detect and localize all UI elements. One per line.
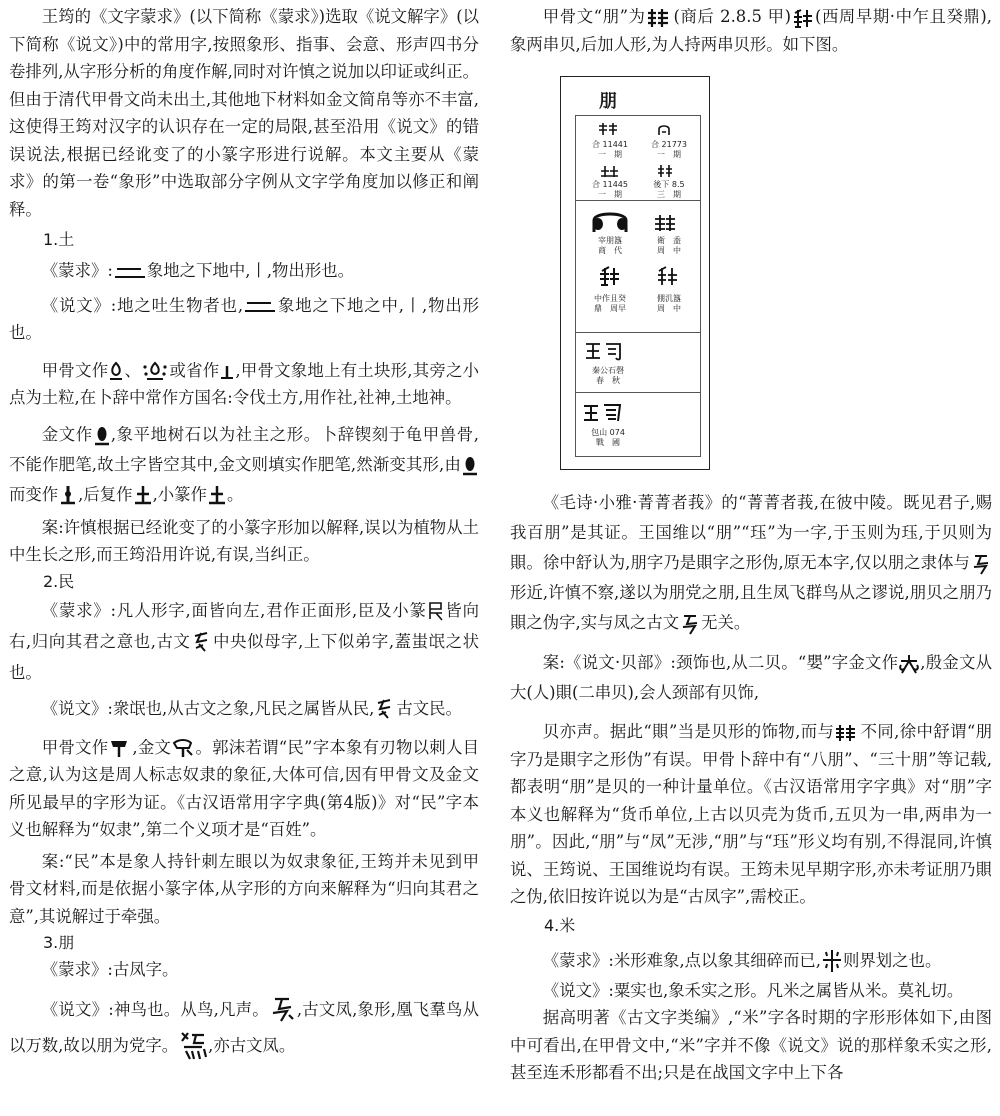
oracle-tu-dotted-glyph-icon (141, 359, 169, 383)
figure-period-label: 三 期 (657, 190, 681, 199)
later-tu-glyph-icon (133, 483, 153, 507)
figure-glyph-icon (600, 164, 620, 178)
bronze-tu-glyph-icon (93, 423, 111, 447)
oracle-tu-short-glyph-icon (219, 360, 235, 382)
figure-source-label: 中作且癸 (594, 294, 626, 303)
figure-period-label: 商 代 (598, 246, 622, 255)
oracle-tu-glyph-icon (108, 360, 124, 382)
section-heading-peng: 3.朋 (43, 933, 75, 952)
bronze-tu-glyph-icon (461, 453, 479, 477)
figure-source-label: 合 11441 (592, 140, 628, 149)
figure-source-label: 合 21773 (651, 140, 687, 149)
oracle-bone-paragraph-peng: 甲骨文“朋”为 (商后 2.8.5 甲) (西周早期·中乍且癸鼎),象两串贝,后加人形,为人持两串贝形。如下图。 (510, 7, 992, 54)
mengqiu-quote-tu: 《蒙求》: 象地之下地中,丨,物出形也。 (41, 261, 354, 280)
ancient-feng-glyph-icon (970, 553, 992, 575)
section-heading-min: 2.民 (43, 571, 75, 591)
figure-divider (576, 332, 700, 333)
seal-tu-glyph-icon (207, 483, 227, 507)
figure-divider (576, 392, 700, 393)
figure-period-label: 春 秋 (596, 376, 620, 385)
seal-glyph-er-icon (243, 296, 277, 316)
figure-grid (575, 115, 701, 457)
figure-glyph-icon (656, 164, 674, 178)
figure-period-label: 一 期 (598, 190, 622, 199)
mengqiu-quote-min: 《蒙求》:凡人形字,面皆向左,君作正面形,臣及小篆 皆向右,归向其君之意也,古文 中央似母字,上下似弟字,蓋蚩氓之状也。 (9, 600, 480, 682)
seal-min-glyph-icon (427, 600, 445, 622)
figure-source-label: 包山 074 (591, 428, 625, 437)
shijing-paragraph-peng: 《毛诗·小雅·菁菁者莪》的“菁菁者莪,在彼中陵。既见君子,赐我百朋”是其证。王国维以“朋”“珏”为一字,于玉则为珏,于贝则为賏。徐中舒认为,朋字乃是賏字之形伪,原无本字,仅以朋之隶体与 形近,许慎不察,遂以为朋党之朋,且生凤飞群鸟从之谬说,朋贝之朋乃賏之伪字,实与凤之古文 无关。 (510, 488, 992, 638)
figure-source-label: 宰朋簋 (598, 236, 622, 245)
bronze-paragraph-tu: 金文作 ,象平地树石以为社主之形。卜辞锲刻于龟甲兽骨,不能作肥笔,故土字皆空其中,金文则填实作肥笔,然渐变其形,由 而变作 ,后复作 ,小篆作 。 (9, 420, 479, 510)
shuowen-quote-mi: 《说文》:粟实也,象禾实之形。凡米之属皆从米。莫礼切。 (542, 980, 964, 1000)
transitional-tu-glyph-icon (58, 483, 78, 507)
figure-glyph-icon (598, 266, 620, 286)
seal-glyph-er-icon (113, 262, 147, 282)
figure-period-label: 周 中 (657, 304, 681, 313)
shuowen-quote-tu: 《说文》:地之吐生物者也, 象地之下地之中,丨,物出形也。 (9, 295, 479, 342)
right-column-lower (510, 488, 992, 1087)
oracle-min-glyph-icon (108, 737, 132, 759)
seal-mi-glyph-icon (821, 948, 843, 974)
figure-glyph-icon (584, 340, 624, 362)
figure-title: 朋 (599, 91, 618, 112)
ancient-min-glyph-icon (191, 630, 213, 654)
intro-paragraph: 王筠的《文字蒙求》(以下简称《蒙求》)选取《说文解字》(以下简称《说文》)中的常用字,按照象形、指事、会意、形声四书分卷排列,从字形分析的角度作解,同时对许慎之说加以印证或纠正。但由于清代甲骨文尚未出土,其他地下材料如金文简帛等亦不丰富,这使得王筠对汉字的认识存在一定的局限,甚至沿用《说文》的错误说法,根据已经讹变了的小篆字形进行说解。本文主要从《蒙求》的第一卷“象形”中选取部分字例从文字学角度加以修正和阐释。 (9, 7, 479, 219)
shuowen-quote-peng: 《说文》:神鸟也。从鸟,凡声。 ,古文凤,象形,凰飞羣鸟从以万数,故以朋为党字。 ,亦古文凤。 (9, 992, 479, 1064)
figure-period-label: 周 中 (657, 246, 681, 255)
note-paragraph-peng-cont: 贝亦声。据此“賏”当是贝形的饰物,而与 不同,徐中舒谓“朋字乃是賏字之形伪”有误。甲骨卜辞中有“八朋”、“三十朋”等记载,都表明“朋”是贝的一种计量单位。《古汉语常用字字典》对“朋”字本义也解释为“货币单位,上古以贝壳为货币,五贝为一串,两串为一朋”。因此,“朋”与“凤”无涉,“朋”与“珏”形义均有别,不得混同,许慎说、王筠说、王国维说均有误。王筠未见早期字形,亦未考证朋乃賏之伪,依旧按许说以为是“古凤字”,需校正。 (510, 722, 992, 906)
bronze-peng-glyph-icon (791, 7, 815, 29)
peng-glyph-figure (560, 76, 710, 470)
note-paragraph-tu: 案:许慎根据已经讹变了的小篆字形加以解释,误以为植物从土中生长之形,而王筠沿用许说,有误,当纠正。 (9, 517, 479, 564)
right-column (510, 0, 992, 58)
bronze-ying-glyph-icon (898, 653, 920, 675)
oracle-bone-paragraph-tu: 甲骨文作 、 或省作 ,甲骨文象地上有土块形,其旁之小点为土粒,在卜辞中常作方国名:令伐土方,用作社,社神,土地神。 (9, 360, 480, 407)
shuowen-quote-min: 《说文》:衆氓也,从古文之象,凡民之属皆从民, 古文民。 (9, 694, 479, 724)
figure-divider (576, 200, 700, 201)
figure-source-label: 後下 8.5 (653, 180, 685, 189)
ancient-feng-bird-glyph-icon (178, 1029, 208, 1063)
note-paragraph-peng: 案:《说文·贝部》:颈饰也,从二贝。“嬰”字金文作 ,殷金文从大(人)賏(二串贝),会人颈部有贝饰, (510, 653, 992, 702)
ancient-feng-glyph-icon (269, 995, 297, 1025)
note-paragraph-min: 案:“民”本是象人持针刺左眼以为奴隶象征,王筠并未见到甲骨文材料,而是依据小篆字体,从字形的方向来解释为“归向其君之意”,其说解过于牵强。 (9, 851, 479, 926)
figure-period-label: 戰 國 (596, 438, 620, 447)
figure-source-label: 倗㲹簋 (657, 294, 681, 303)
mengqiu-quote-peng: 《蒙求》:古凤字。 (41, 960, 179, 979)
figure-period-label: 一 期 (657, 150, 681, 159)
figure-period-label: 一 期 (598, 150, 622, 159)
oracle-bone-paragraph-min: 甲骨文作 ,金文 。郭沫若谓“民”字本象有刃物以刺人目之意,认为这是周人标志奴隶的象征,大体可信,因有甲骨文及金文所见最早的字形为证。《古汉语常用字字典(第4版)》对“民”字本义也解释为“奴隶”,第二个义项才是“百姓”。 (9, 737, 479, 839)
oracle-peng-glyph-icon (646, 7, 674, 29)
figure-glyph-icon (582, 402, 624, 424)
figure-glyph-icon (656, 266, 678, 286)
section-heading-tu: 1.土 (43, 230, 75, 249)
left-column (9, 0, 479, 1064)
mengqiu-quote-mi: 《蒙求》:米形难象,点以象其细碎而已, 则界划之也。 (510, 945, 992, 977)
ancient-min-glyph-icon (374, 697, 396, 721)
section-heading-mi: 4.米 (544, 915, 576, 935)
figure-source-label: 秦公石磬 (592, 366, 624, 375)
figure-glyph-icon (656, 124, 672, 136)
gaoming-paragraph-mi: 据高明著《古文字类编》,“米”字各时期的字形形体如下,由图中可看出,在甲骨文中,“米”字并不像《说文》说的那样象禾实之形,甚至连禾形都看不出;只是在战国文字中上下各 (510, 1008, 992, 1082)
ancient-feng-glyph-icon (679, 613, 701, 635)
oracle-peng-glyph-icon (834, 723, 860, 743)
figure-period-label: 鼎 周早 (594, 304, 626, 313)
figure-source-label: 合 11445 (592, 180, 628, 189)
bronze-min-glyph-icon (171, 737, 195, 759)
figure-glyph-icon (590, 210, 630, 234)
figure-source-label: 衛 盉 (657, 236, 681, 245)
figure-glyph-icon (654, 214, 676, 232)
figure-glyph-icon (598, 122, 620, 136)
